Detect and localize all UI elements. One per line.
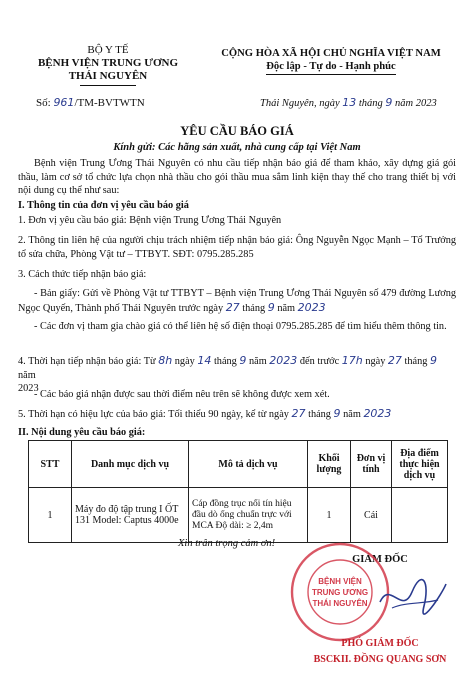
place-date-prefix: Thái Nguyên, ngày [260,98,340,109]
item-5-month-label: tháng [308,409,331,420]
col-quantity: Khối lượng [308,441,351,488]
item-4-year-label: năm [248,356,267,367]
intro-paragraph: Bệnh viện Trung Ương Thái Nguyên có nhu cầu tiếp nhận báo giá để tham khảo, xây dựng giá gói thầu, làm cơ sở tổ chức lựa chọn nhà thầu cho gói thầu mua sắm linh kiện thay thế cho trang thiết bị với nội dung cụ thể như sau: [18,158,456,197]
item-5 [18,407,456,422]
motto-underline [266,74,396,75]
place-date [260,96,437,109]
doc-no-suffix: /TM-BVTWTN [74,97,145,109]
item-3a [18,287,456,315]
item-5-year-label: năm [343,409,361,420]
signature-name: BSCKII. ĐỒNG QUANG SƠN [313,654,447,665]
doc-no-handwritten: 961 [53,96,75,109]
item-4-from-time: 8h [158,354,173,367]
closing-text: Xin trân trọng cảm ơn! [178,538,276,549]
col-service-name: Danh mục dịch vụ [72,441,189,488]
item-4-to-month: 9 [429,354,437,367]
agency-block [18,44,198,86]
ministry-name: BỘ Y TẾ [87,44,129,56]
table-row [29,488,448,543]
item-3a-text: - Bản giấy: Gửi về Phòng Vật tư TTBYT – Bệnh viện Trung Ương Thái Nguyên số 479 đường Lương Ngọc Quyến, Thành phố Thái Nguyên trước ngày [18,288,456,314]
hospital-name-line2: THÁI NGUYÊN [68,70,148,82]
item-4-from-day: 14 [197,354,212,367]
item-4-year-end: 2023 [18,383,39,395]
item-4-to-time: 17h [341,354,363,367]
item-3b: - Các đơn vị tham gia chào giá có thể liên hệ số điện thoại 0795.285.285 để tìm hiểu thêm thông tin. [34,321,447,332]
signature-deputy: PHÓ GIÁM ĐỐC [341,638,419,649]
section1-title: I. Thông tin của đơn vị yêu cầu báo giá [18,200,189,211]
signature-scribble [372,572,452,622]
stamp-line1: BỆNH VIỆN [318,577,362,586]
stamp-line3: THÁI NGUYÊN [312,599,368,608]
item-3a-month: 9 [267,300,275,314]
item-3a-year: 2023 [297,300,326,314]
col-unit: Đơn vị tính [351,441,392,488]
item-3a-day: 27 [225,300,240,314]
item-4-day-label-2: ngày [365,356,386,367]
doc-no-label: Số: [36,97,51,109]
item-4-until: đến trước [299,356,340,367]
signature-role: GIÁM ĐỐC [352,554,408,565]
table-header-row [29,441,448,488]
national-heading [196,48,466,75]
item-4-text: 4. Thời hạn tiếp nhận báo giá: Từ [18,356,156,367]
greeting: Kính gửi: Các hãng sản xuất, nhà cung cấp tại Việt Nam [113,142,361,153]
motto: Độc lập - Tự do - Hạnh phúc [266,61,396,72]
date-month-label: tháng [358,98,383,109]
item-4-day-label: ngày [174,356,195,367]
col-service-desc: Mô tả dịch vụ [189,441,308,488]
date-month: 9 [385,96,393,109]
col-stt: STT [29,441,72,488]
quote-table [28,440,448,543]
item-4-from-month: 9 [239,354,247,367]
item-5-year: 2023 [363,407,392,420]
cell-location [392,488,448,543]
cell-unit: Cái [351,488,392,543]
item-4-note: - Các báo giá nhận được sau thời điểm nêu trên sẽ không được xem xét. [34,389,330,400]
item-3a-year-label: năm [277,302,296,314]
item-4-year-label-2: năm [18,369,36,381]
item-4-to-day: 27 [387,354,402,367]
item-3: 3. Cách thức tiếp nhận báo giá: [18,269,147,280]
item-4-month-label-2: tháng [404,356,428,367]
col-location: Địa điểm thực hiện dịch vụ [392,441,448,488]
date-day: 13 [342,96,357,109]
item-2: 2. Thông tin liên hệ của người chịu trách nhiệm tiếp nhận báo giá: Ông Nguyễn Ngọc Mạnh – Tổ Trưởng tổ sửa chữa, Phòng Vật tư – TTBYT. SĐT: 0795.285.285 [18,235,456,260]
item-5-day: 27 [291,407,306,420]
item-3a-month-label: tháng [242,302,266,314]
item-1: 1. Đơn vị yêu cầu báo giá: Bệnh viện Trung Ương Thái Nguyên [18,215,282,226]
date-year: năm 2023 [395,98,437,109]
item-5-text: 5. Thời hạn có hiệu lực của báo giá: Tối thiểu 90 ngày, kể từ ngày [18,409,289,420]
item-4-month-label: tháng [213,356,237,367]
country-name: CỘNG HÒA XÃ HỘI CHỦ NGHĨA VIỆT NAM [221,48,441,59]
stamp-line2: TRUNG ƯƠNG [311,588,369,597]
document-number [36,96,145,109]
section2-title: II. Nội dung yêu cầu báo giá: [18,427,146,438]
cell-service-desc: Cáp đồng trục nối tín hiệu đầu dò ống chuẩn trực với MCA Độ dài: ≥ 2,4m [189,488,308,543]
agency-underline [80,85,136,86]
cell-quantity: 1 [308,488,351,543]
item-4-from-year: 2023 [269,354,298,367]
item-5-month: 9 [333,407,341,420]
cell-stt: 1 [29,488,72,543]
document-title: YÊU CẦU BÁO GIÁ [180,124,294,138]
hospital-name-line1: BỆNH VIỆN TRUNG ƯƠNG [37,57,179,69]
cell-service-name: Máy đo độ tập trung I ỐT 131 Model: Captus 4000e [72,488,189,543]
